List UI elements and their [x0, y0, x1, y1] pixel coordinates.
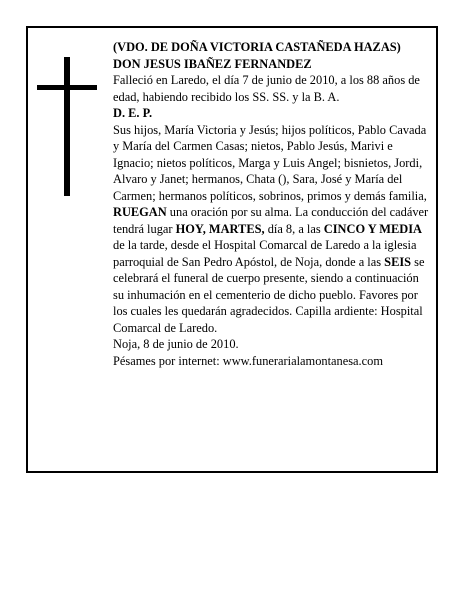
deceased-name: DON JESUS IBAÑEZ FERNANDEZ — [113, 56, 312, 71]
date-line: Noja, 8 de junio de 2010. — [113, 337, 239, 351]
obituary-text — [113, 39, 429, 369]
cross-vertical-bar — [64, 57, 70, 196]
death-notice: Falleció en Laredo, el día 7 de junio de 2010, a los 88 años de edad, habiendo recibido los SS. SS. y la B. A. — [113, 73, 420, 104]
family-list: Sus hijos, María Victoria y Jesús; hijos políticos, Pablo Cavada y María del Carmen Casas; nietos, Pablo Jesús, Marivi e Ignacio; nietos políticos, Marga y Luis Angel; bisnietos, Jordi, Alvaro y Janet; hermanos, Chata (), Sara, José y María del Carmen; hermanos políticos, sobrinos, primos y demás familia, — [113, 122, 427, 203]
funeral-details: RUEGAN una oración por su alma. La conducción del cadáver tendrá lugar HOY, MARTES, día 8, a las CINCO Y MEDIA de la tarde, desde el Hospital Comarcal de Laredo a la iglesia parroquial de San Pedro Apóstol, de Noja, donde a las SEIS se celebrará el funeral de cuerpo presente, siendo a continuación su inhumación en el cementerio de dicho pueblo. Favores por los cuales les quedarán agradecidos. Capilla ardiente: Hospital Comarcal de Laredo. — [113, 205, 429, 335]
rip-line: D. E. P. — [113, 106, 153, 120]
cross-horizontal-bar — [37, 85, 97, 90]
widow-line: (VDO. DE DOÑA VICTORIA CASTAÑEDA HAZAS) — [113, 40, 401, 54]
condolences-line: Pésames por internet: www.funerarialamontanesa.com — [113, 353, 383, 368]
